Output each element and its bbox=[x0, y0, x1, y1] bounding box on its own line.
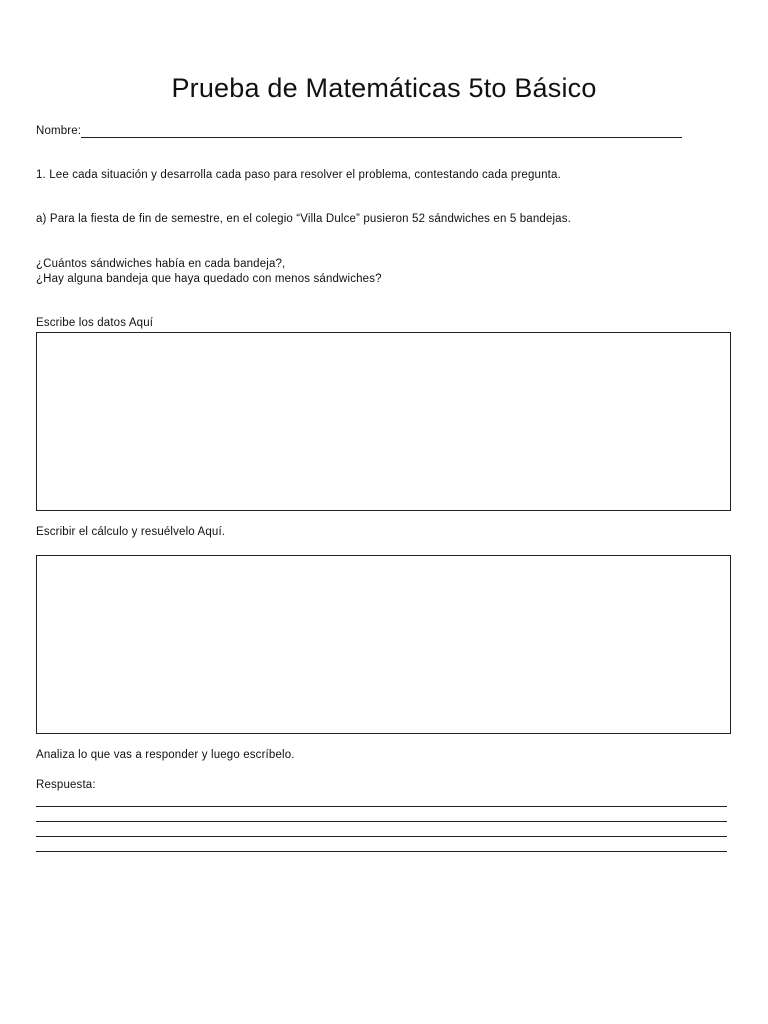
answer-lines bbox=[36, 792, 727, 852]
data-label: Escribe los datos Aquí bbox=[36, 317, 154, 329]
name-field[interactable] bbox=[81, 125, 682, 138]
answer-label: Respuesta: bbox=[36, 779, 96, 791]
calc-answer-box[interactable] bbox=[36, 555, 731, 734]
calc-label: Escribir el cálculo y resuélvelo Aquí. bbox=[36, 526, 226, 538]
name-row bbox=[36, 124, 682, 139]
problem-a: a) Para la fiesta de fin de semestre, en el colegio “Villa Dulce” pusieron 52 sándwiches en 5 bandejas. bbox=[36, 213, 571, 225]
answer-line[interactable] bbox=[36, 807, 727, 822]
question-2: ¿Hay alguna bandeja que haya quedado con menos sándwiches? bbox=[36, 273, 382, 285]
question-1: ¿Cuántos sándwiches había en cada bandeja?, bbox=[36, 258, 286, 270]
data-answer-box[interactable] bbox=[36, 332, 731, 511]
name-label: Nombre: bbox=[36, 125, 82, 137]
page-title: Prueba de Matemáticas 5to Básico bbox=[171, 73, 597, 103]
answer-line[interactable] bbox=[36, 792, 727, 807]
answer-line[interactable] bbox=[36, 837, 727, 852]
answer-line[interactable] bbox=[36, 822, 727, 837]
instruction-1: 1. Lee cada situación y desarrolla cada paso para resolver el problema, contestando cada pregunta. bbox=[36, 169, 561, 181]
analyze-label: Analiza lo que vas a responder y luego escríbelo. bbox=[36, 749, 295, 761]
